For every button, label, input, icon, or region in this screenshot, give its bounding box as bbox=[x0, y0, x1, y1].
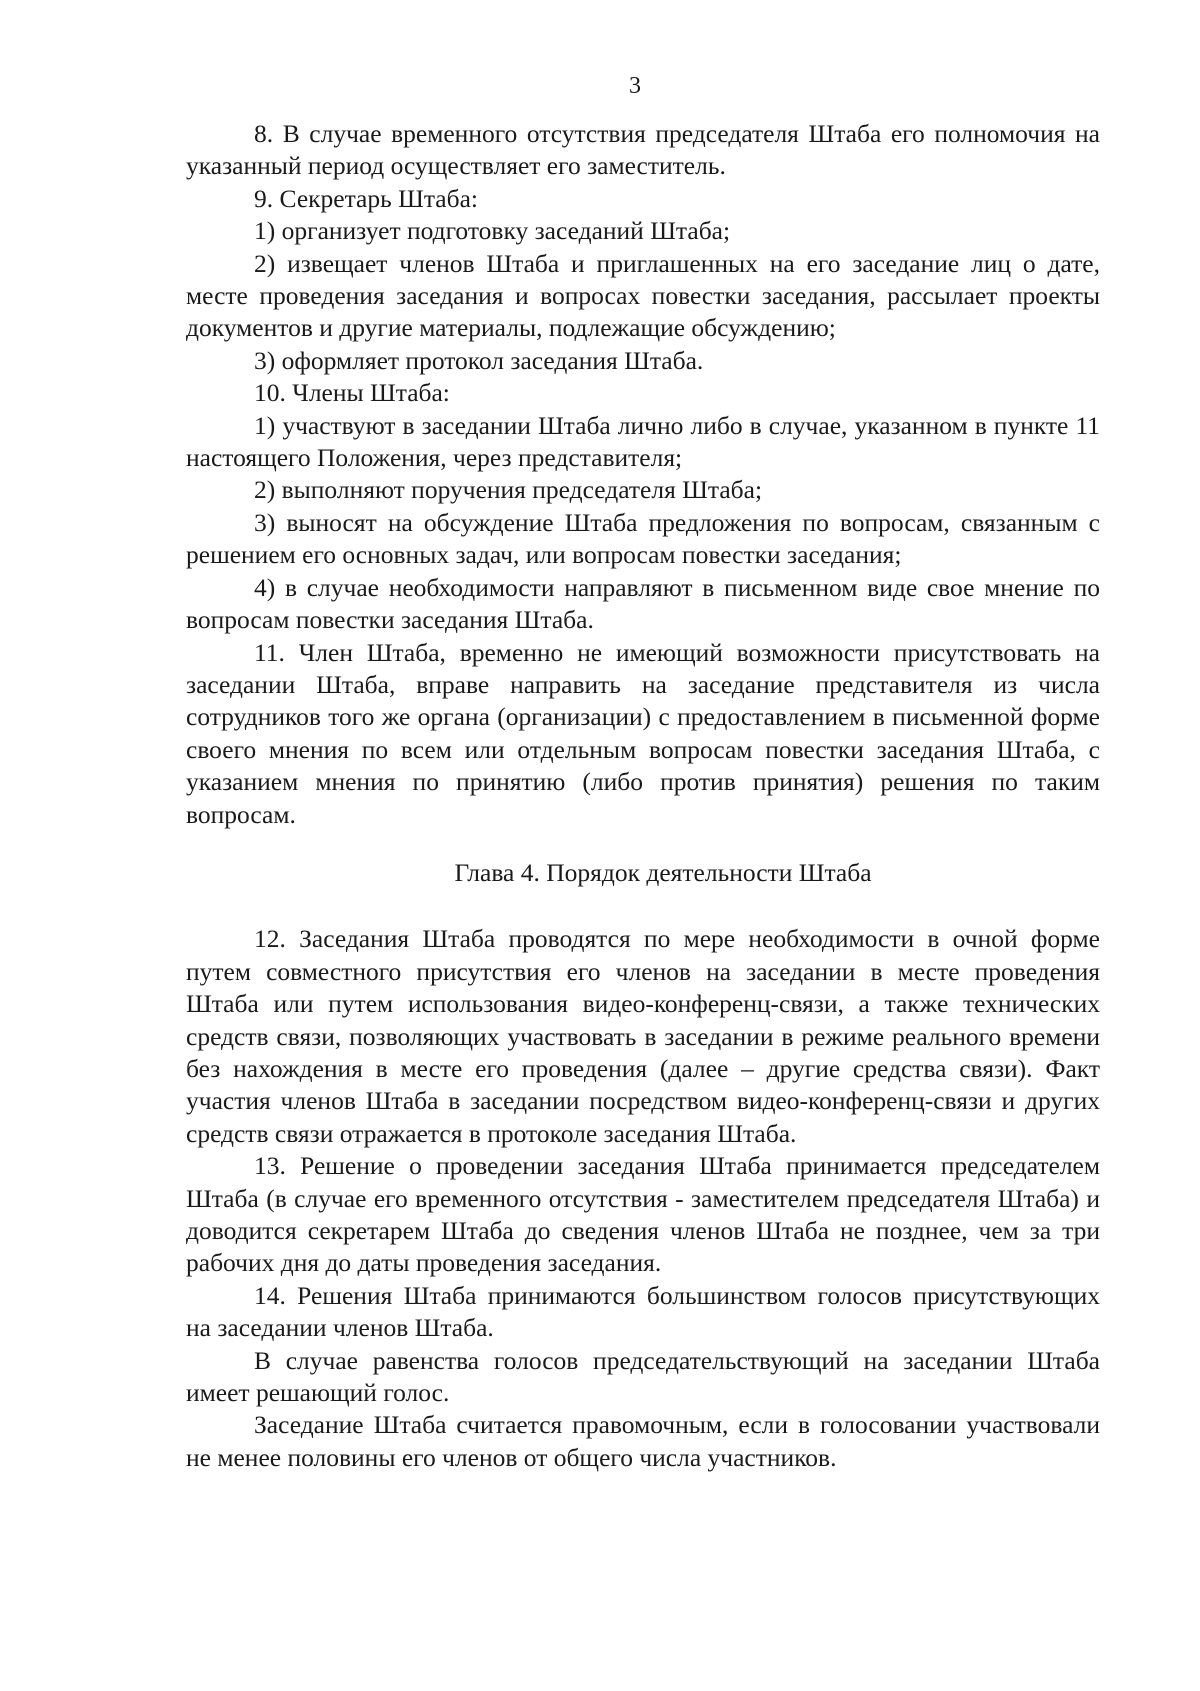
paragraph-12: 12. Заседания Штаба проводятся по мере необходимости в очной форме путем совместного присутствия его членов на заседании в месте проведения Штаба или путем использования видео-конференц-связи, а также технических средств связи, позволяющих участвовать в заседании в режиме реального времени без нахождения в месте его проведения (далее – другие средства связи). Факт участия членов Штаба в заседании посредством видео-конференц-связи и других средств связи отражается в протоколе заседания Штаба. bbox=[186, 924, 1100, 1148]
paragraph-14: 14. Решения Штаба принимаются большинством голосов присутствующих на заседании членов Штаба. bbox=[186, 1280, 1100, 1343]
paragraph-9-item-3: 3) оформляет протокол заседания Штаба. bbox=[254, 345, 704, 375]
paragraph-11: 11. Член Штаба, временно не имеющий возможности присутствовать на заседании Штаба, вправе направить на заседание представителя из числа сотрудников того же органа (организации) с предоставлением в письменной форме своего мнения по всем или отдельным вопросам повестки заседания Штаба, с указанием мнения по принятию (либо против принятия) решения по таким вопросам. bbox=[186, 637, 1100, 829]
paragraph-10-item-2: 2) выполняют поручения председателя Штаба; bbox=[254, 475, 763, 505]
paragraph-9-heading: 9. Секретарь Штаба: bbox=[254, 183, 478, 213]
paragraph-13: 13. Решение о проведении заседания Штаба принимается председателем Штаба (в случае его временного отсутствия - заместителем председателя Штаба) и доводится секретарем Штаба до сведения членов Штаба не позднее, чем за три рабочих дня до даты проведения заседания. bbox=[186, 1151, 1100, 1278]
document-body bbox=[186, 118, 1100, 1474]
paragraph-8: 8. В случае временного отсутствия председателя Штаба его полномочия на указанный период осуществляет его заместитель. bbox=[186, 119, 1100, 181]
paragraph-10-item-3: 3) выносят на обсуждение Штаба предложения по вопросам, связанным с решением его основных задач, или вопросам повестки заседания; bbox=[186, 507, 1100, 570]
chapter-title: Глава 4. Порядок деятельности Штаба bbox=[454, 857, 872, 887]
paragraph-14-quorum: Заседание Штаба считается правомочным, если в голосовании участвовали не менее половины его членов от общего числа участников. bbox=[186, 1410, 1100, 1472]
paragraph-10-item-4: 4) в случае необходимости направляют в письменном виде свое мнение по вопросам повестки заседания Штаба. bbox=[186, 572, 1100, 635]
page-number: 3 bbox=[629, 73, 641, 99]
paragraph-9-item-2: 2) извещает членов Штаба и приглашенных на его заседание лиц о дате, месте проведения заседания и вопросах повестки заседания, рассылает проекты документов и другие материалы, подлежащие обсуждению; bbox=[186, 248, 1100, 343]
paragraph-10-heading: 10. Члены Штаба: bbox=[254, 378, 450, 408]
paragraph-10-item-1: 1) участвуют в заседании Штаба лично либо в случае, указанном в пункте 11 настоящего Положения, через представителя; bbox=[186, 410, 1100, 473]
paragraph-14-tie-vote: В случае равенства голосов председательствующий на заседании Штаба имеет решающий голос. bbox=[186, 1345, 1100, 1408]
paragraph-9-item-1: 1) организует подготовку заседаний Штаба; bbox=[254, 216, 731, 246]
